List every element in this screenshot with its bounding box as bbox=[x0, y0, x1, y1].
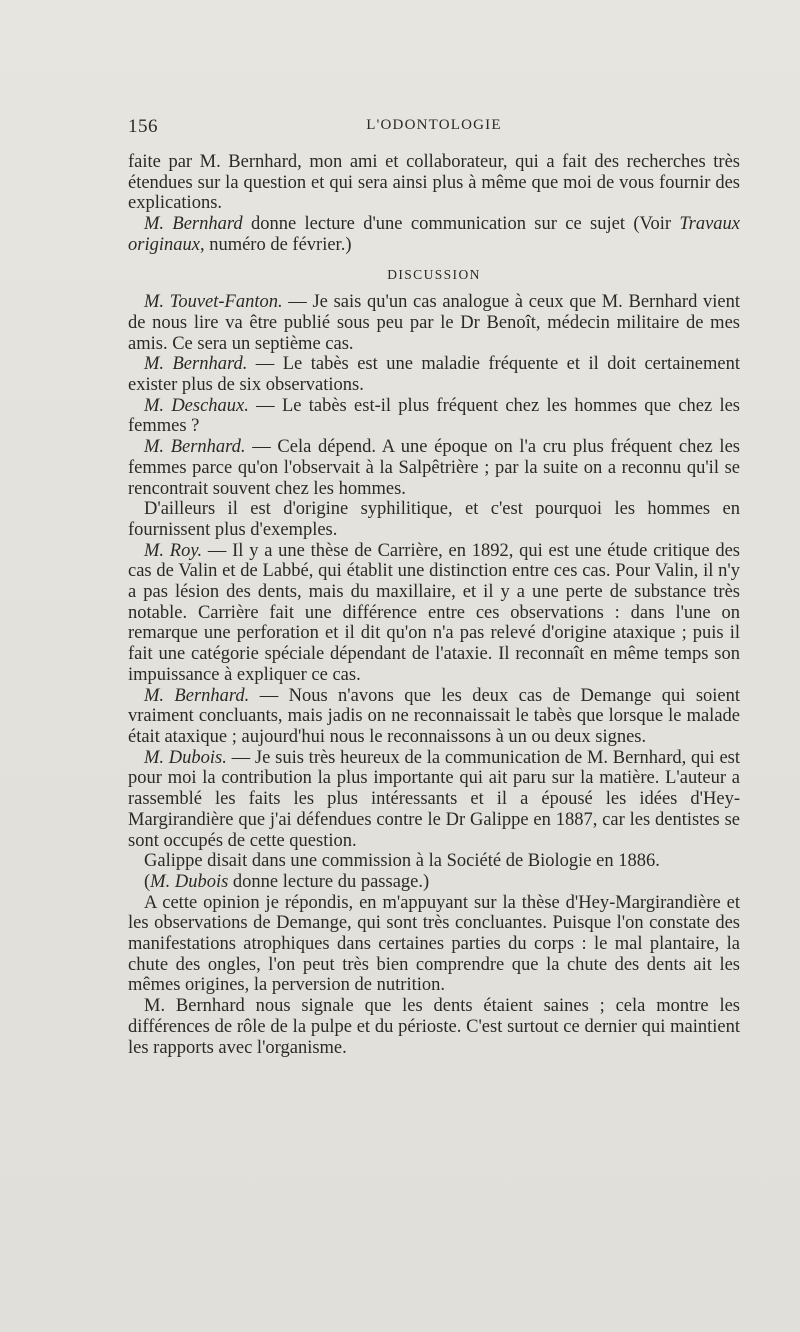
speaker-name: M. Dubois bbox=[150, 871, 229, 892]
paragraph: A cette opinion je répondis, en m'appuyant sur la thèse d'Hey-Margirandière et les observations de Demange, qui sont très concluantes. Puisque l'on constate des manifestations atrophiques dans certaines parties du corps : le mal plantaire, la chute des ongles, l'on peut très bien comprendre que la chute des dents ait les mêmes origines, la perversion de nutrition. bbox=[128, 892, 740, 996]
paragraph: (M. Dubois donne lecture du passage.) bbox=[144, 871, 430, 892]
section-heading: DISCUSSION bbox=[387, 266, 481, 282]
speaker-name: M. Deschaux. bbox=[144, 395, 249, 416]
paragraph: Galippe disait dans une commission à la Société de Biologie en 1886. bbox=[144, 851, 660, 872]
paragraph: M. Roy. — Il y a une thèse de Carrière, en 1892, qui est une étude critique des cas de Valin et de Labbé, qui établit une distinction entre ces cas. Pour Valin, il n'y a pas lésion des dents, mais du maxillaire, et il y a une perte de substance très notable. Carrière fait une différence entre ces observations : dans l'une on remarque une perforation et il dit qu'on n'a pas relevé d'origine ataxique ; puis il fait une catégorie spéciale dépendant de l'ataxie. Il reconnaît en même temps son impuissance à expliquer ce cas. bbox=[128, 540, 740, 685]
running-title: L'ODONTOLOGIE bbox=[366, 117, 502, 133]
speaker-name: M. Roy. bbox=[144, 540, 203, 561]
paragraph: M. Bernhard. — Nous n'avons que les deux cas de Demange qui soient vraiment concluants, mais jadis on ne reconnaissait le tabès que lorsque le malade était ataxique ; aujourd'hui nous le reconnaissons à un ou deux signes. bbox=[128, 685, 741, 747]
paragraph: M. Touvet-Fanton. — Je sais qu'un cas analogue à ceux que M. Bernhard vient de nous lire va être publié sous peu par le Dr Benoît, médecin militaire de mes amis. Ce sera un septième cas. bbox=[128, 292, 740, 354]
paragraph: M. Dubois. — Je suis très heureux de la communication de M. Bernhard, qui est pour moi la contribution la plus importante qui ait paru sur la matière. L'auteur a rassemblé les faits les plus intéressants et il a épousé les idées d'Hey-Margirandière que j'ai défendues contre le Dr Galippe en 1887, car les dentistes se sont occupés de cette question. bbox=[128, 747, 740, 851]
page-header bbox=[128, 116, 740, 140]
body-text bbox=[128, 152, 740, 1058]
paragraph: M. Bernhard donne lecture d'une communication sur ce sujet (Voir Travaux originaux, numéro de février.) bbox=[128, 214, 741, 255]
speaker-name: M. Bernhard. bbox=[144, 437, 246, 458]
speaker-name: M. Dubois. bbox=[144, 747, 227, 768]
speaker-name: M. Bernhard bbox=[144, 214, 243, 235]
paragraph: faite par M. Bernhard, mon ami et collaborateur, qui a fait des recherches très étendues sur la question et qui sera ainsi plus à même que moi de vous fournir des explications. bbox=[128, 152, 740, 214]
paragraph: M. Bernhard. — Le tabès est une maladie fréquente et il doit certainement exister plus de six observations. bbox=[128, 354, 740, 396]
speaker-name: M. Bernhard. bbox=[144, 685, 250, 706]
speaker-name: M. Bernhard. bbox=[144, 354, 248, 375]
speaker-name: M. Touvet-Fanton. bbox=[144, 292, 283, 313]
emphasis: Travaux originaux bbox=[128, 214, 741, 255]
paragraph: M. Deschaux. — Le tabès est-il plus fréquent chez les hommes que chez les femmes ? bbox=[128, 395, 740, 437]
paragraph: M. Bernhard. — Cela dépend. A une époque on l'a cru plus fréquent chez les femmes parce qu'on l'observait à la Salpêtrière ; par la suite on a reconnu qu'il se rencontrait souvent chez les hommes. bbox=[128, 437, 740, 499]
paragraph: M. Bernhard nous signale que les dents étaient saines ; cela montre les différences de rôle de la pulpe et du périoste. C'est surtout ce dernier qui maintient les rapports avec l'organisme. bbox=[128, 996, 740, 1058]
paragraph: D'ailleurs il est d'origine syphilitique, et c'est pourquoi les hommes en fournissent plus d'exemples. bbox=[128, 499, 740, 540]
page-number: 156 bbox=[128, 116, 158, 137]
